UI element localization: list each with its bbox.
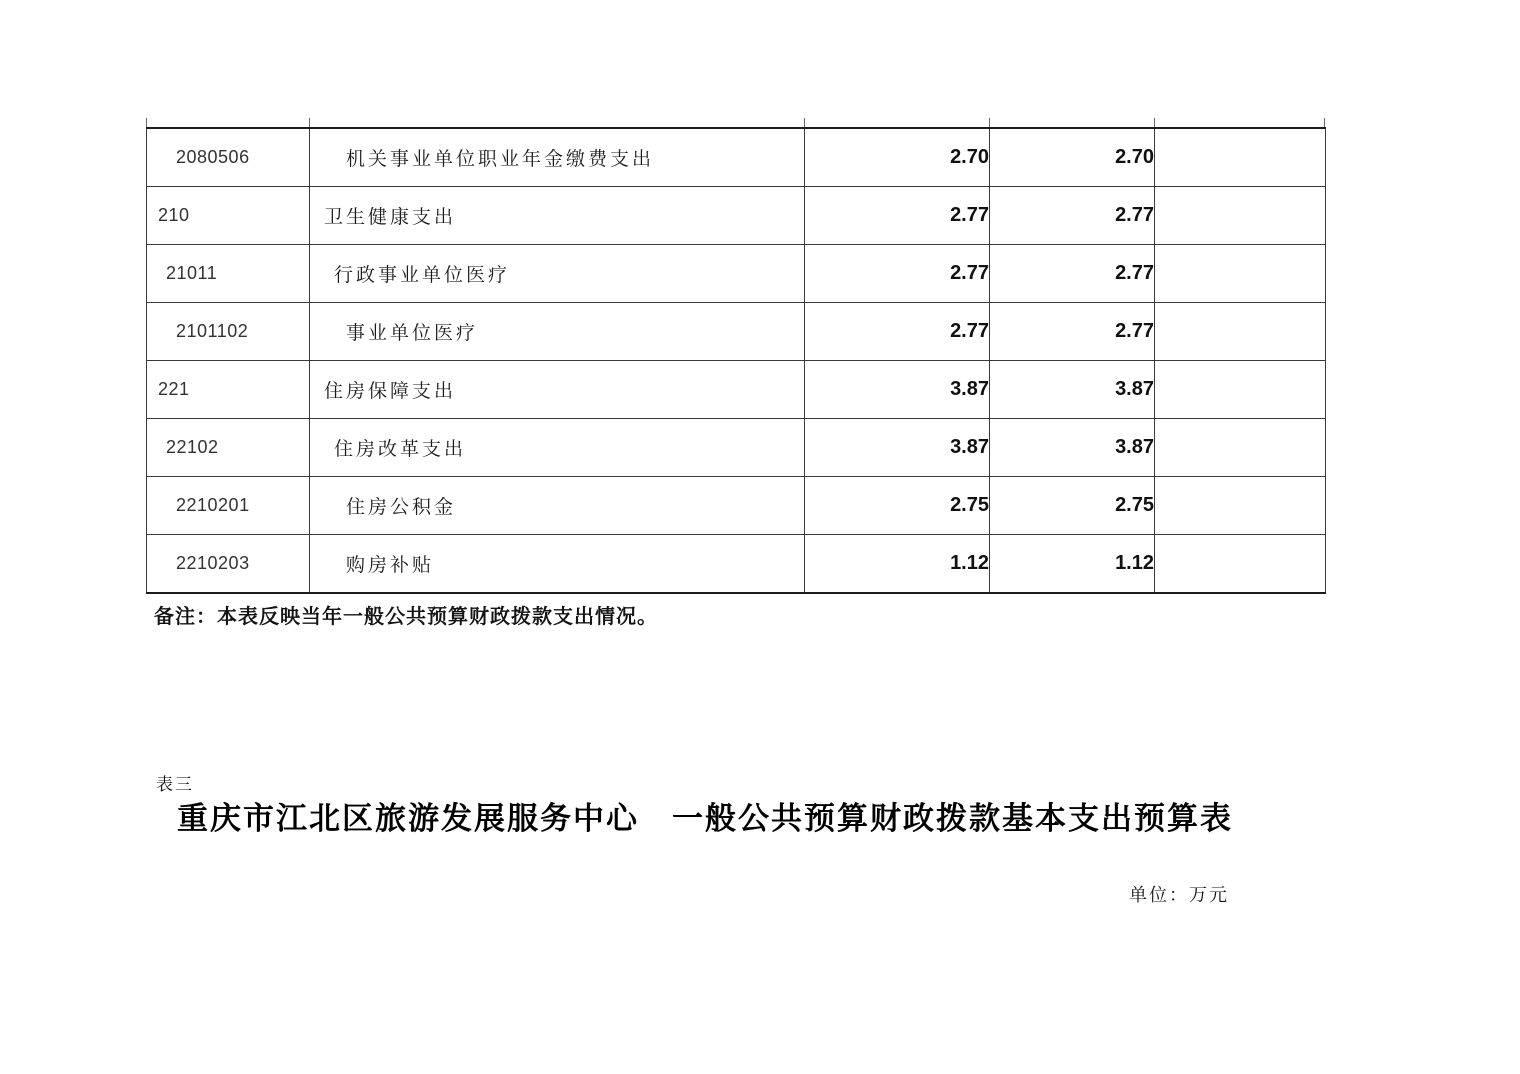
budget-code-cell: 221 <box>147 361 310 419</box>
amount-cell: 3.87 <box>990 419 1155 477</box>
table-row <box>147 535 1326 594</box>
budget-item-name-cell: 机关事业单位职业年金缴费支出 <box>310 128 805 187</box>
amount-cell: 2.77 <box>805 187 990 245</box>
amount-cell: 2.70 <box>805 128 990 187</box>
budget-code-cell: 210 <box>147 187 310 245</box>
column-stub <box>1324 118 1325 127</box>
amount-cell: 3.87 <box>805 361 990 419</box>
amount-cell: 2.75 <box>990 477 1155 535</box>
empty-cell <box>1155 361 1326 419</box>
amount-cell: 2.77 <box>990 245 1155 303</box>
column-stub <box>146 118 147 127</box>
table-row <box>147 361 1326 419</box>
amount-cell: 2.75 <box>805 477 990 535</box>
column-stub <box>989 118 990 127</box>
budget-expenditure-table <box>146 127 1326 594</box>
budget-code-cell: 21011 <box>147 245 310 303</box>
column-stub <box>1154 118 1155 127</box>
amount-cell: 3.87 <box>990 361 1155 419</box>
budget-item-name-cell: 购房补贴 <box>310 535 805 594</box>
budget-item-name-cell: 卫生健康支出 <box>310 187 805 245</box>
amount-cell: 1.12 <box>990 535 1155 594</box>
table-row <box>147 303 1326 361</box>
budget-code-cell: 2101102 <box>147 303 310 361</box>
table-row <box>147 245 1326 303</box>
table-footnote: 备注：本表反映当年一般公共预算财政拨款支出情况。 <box>154 606 658 628</box>
budget-item-name-cell: 事业单位医疗 <box>310 303 805 361</box>
empty-cell <box>1155 303 1326 361</box>
next-table-title: 重庆市江北区旅游发展服务中心 一般公共预算财政拨款基本支出预算表 <box>177 801 1233 836</box>
table-row <box>147 128 1326 187</box>
empty-cell <box>1155 245 1326 303</box>
budget-code-cell: 2080506 <box>147 128 310 187</box>
budget-item-name-cell: 住房保障支出 <box>310 361 805 419</box>
table-row <box>147 477 1326 535</box>
amount-cell: 2.77 <box>990 303 1155 361</box>
unit-label: 单位：万元 <box>1129 885 1229 905</box>
amount-cell: 2.77 <box>805 303 990 361</box>
amount-cell: 2.77 <box>990 187 1155 245</box>
amount-cell: 2.70 <box>990 128 1155 187</box>
page-break-column-stubs <box>146 118 1325 127</box>
budget-item-name-cell: 住房公积金 <box>310 477 805 535</box>
column-stub <box>309 118 310 127</box>
empty-cell <box>1155 419 1326 477</box>
table-row <box>147 187 1326 245</box>
budget-code-cell: 2210201 <box>147 477 310 535</box>
empty-cell <box>1155 128 1326 187</box>
budget-item-name-cell: 行政事业单位医疗 <box>310 245 805 303</box>
amount-cell: 3.87 <box>805 419 990 477</box>
empty-cell <box>1155 187 1326 245</box>
empty-cell <box>1155 477 1326 535</box>
amount-cell: 1.12 <box>805 535 990 594</box>
budget-code-cell: 22102 <box>147 419 310 477</box>
column-stub <box>804 118 805 127</box>
table-row <box>147 419 1326 477</box>
amount-cell: 2.77 <box>805 245 990 303</box>
budget-code-cell: 2210203 <box>147 535 310 594</box>
budget-item-name-cell: 住房改革支出 <box>310 419 805 477</box>
empty-cell <box>1155 535 1326 594</box>
next-table-label: 表三 <box>156 775 194 794</box>
